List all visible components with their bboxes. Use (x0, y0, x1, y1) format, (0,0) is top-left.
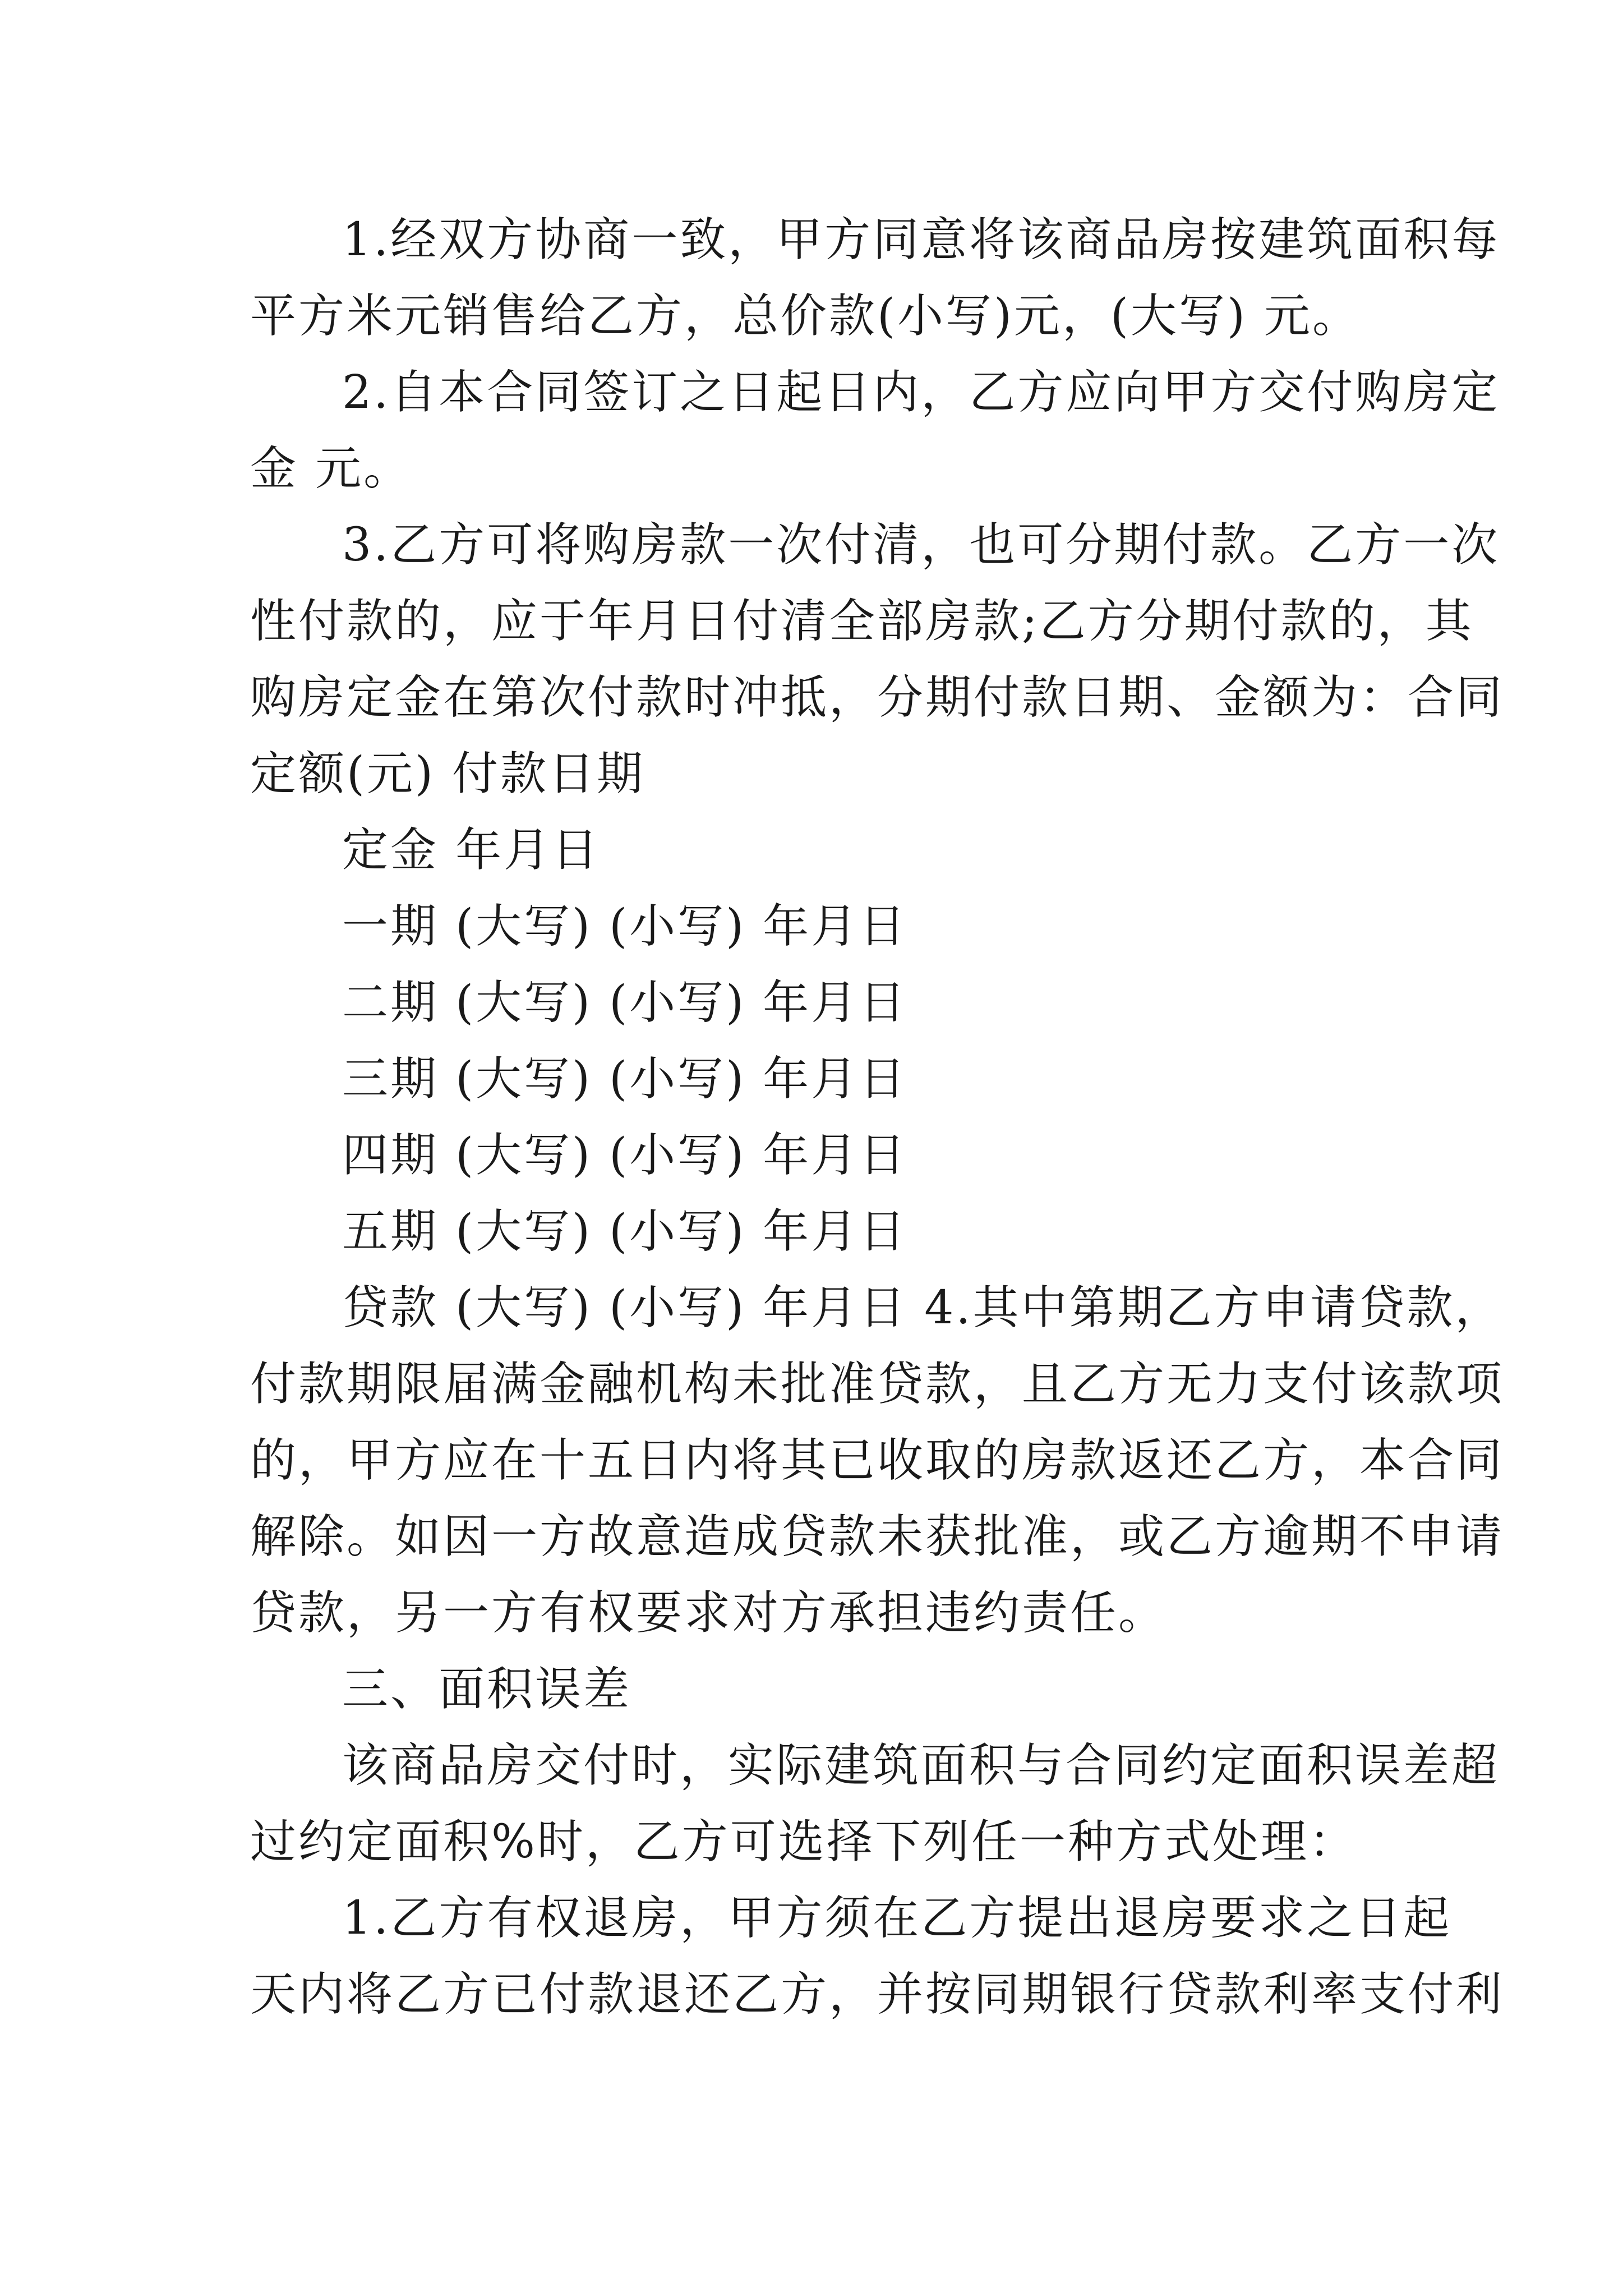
paragraph-line: 定额(元) 付款日期 (250, 747, 645, 800)
paragraph-line: 该商品房交付时，实际建筑面积与合同约定面积误差超 (342, 1739, 1500, 1792)
paragraph-line: 付款期限届满金融机构未批准贷款，且乙方无力支付该款项 (250, 1358, 1505, 1411)
paragraph-line: 性付款的，应于年月日付清全部房款;乙方分期付款的，其 (250, 595, 1474, 648)
payment-row-phase-4: 四期 (大写) (小写) 年月日 (342, 1129, 908, 1182)
payment-row-loan: 贷款 (大写) (小写) 年月日 4.其中第期乙方申请贷款， (342, 1281, 1504, 1335)
paragraph-line: 3.乙方可将购房款一次付清，也可分期付款。乙方一次 (342, 518, 1500, 572)
paragraph-line: 的，甲方应在十五日内将其已收取的房款返还乙方，本合同 (250, 1434, 1505, 1487)
paragraph-line: 购房定金在第次付款时冲抵，分期付款日期、金额为：合同 (250, 671, 1505, 724)
payment-row-phase-1: 一期 (大写) (小写) 年月日 (342, 900, 908, 953)
paragraph-line: 2.自本合同签订之日起日内，乙方应向甲方交付购房定 (342, 366, 1500, 419)
paragraph-line: 解除。如因一方故意造成贷款未获批准，或乙方逾期不申请 (250, 1510, 1505, 1563)
paragraph-line: 金 元。 (250, 442, 412, 495)
paragraph-line: 1.经双方协商一致，甲方同意将该商品房按建筑面积每 (342, 213, 1500, 266)
paragraph-line: 过约定面积%时，乙方可选择下列任一种方式处理： (250, 1815, 1357, 1869)
paragraph-line: 天内将乙方已付款退还乙方，并按同期银行贷款利率支付利 (250, 1968, 1505, 2021)
payment-row-phase-3: 三期 (大写) (小写) 年月日 (342, 1052, 908, 1106)
payment-row-phase-2: 二期 (大写) (小写) 年月日 (342, 976, 908, 1029)
paragraph-line: 平方米元销售给乙方，总价款(小写)元，(大写) 元。 (250, 289, 1361, 343)
document-body (250, 202, 1505, 2033)
paragraph-line: 贷款，另一方有权要求对方承担违约责任。 (250, 1586, 1167, 1640)
paragraph-line: 1.乙方有权退房，甲方须在乙方提出退房要求之日起 (342, 1892, 1452, 1945)
payment-row-phase-5: 五期 (大写) (小写) 年月日 (342, 1205, 908, 1258)
payment-row-deposit: 定金 年月日 (342, 823, 601, 877)
section-heading: 三、面积误差 (342, 1663, 632, 1716)
